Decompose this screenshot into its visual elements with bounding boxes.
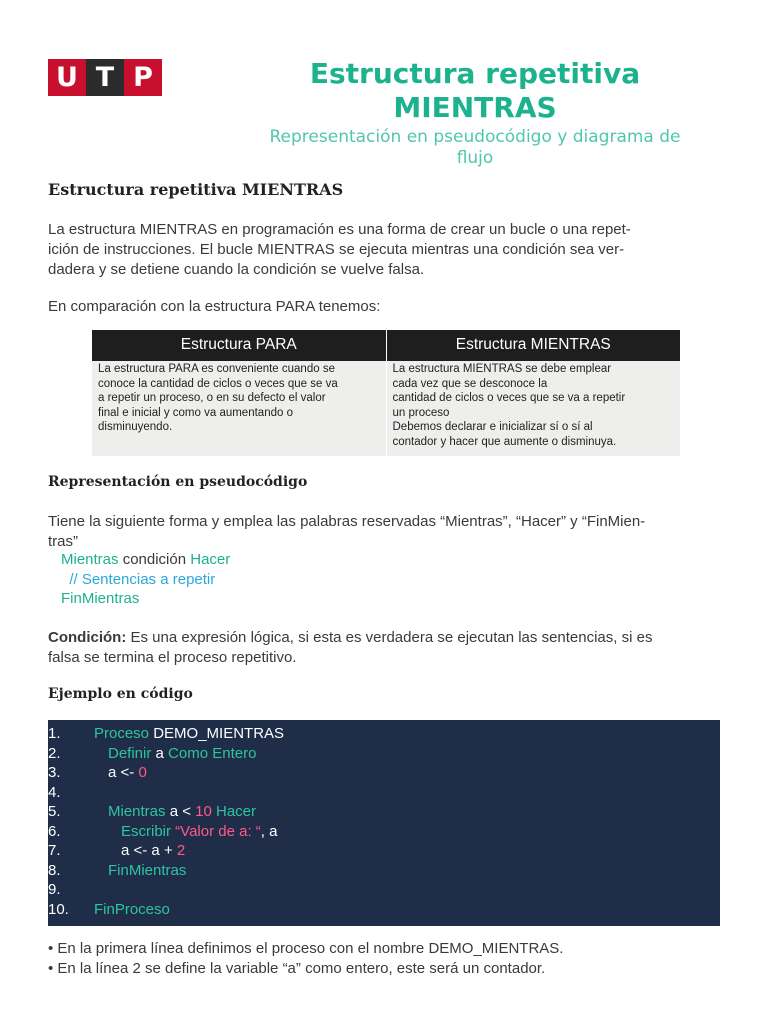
table-row [92,361,680,456]
cell-line: a repetir un proceso, o en su defecto el valor [98,392,326,404]
line-number: 3. [48,764,61,781]
list-item: • En la primera línea definimos el proceso con el nombre DEMO_MIENTRAS. [48,940,564,957]
line-number: 6. [48,823,61,840]
condition-definition [48,628,713,668]
keyword-mientras: Mientras [61,551,119,568]
cell-line: cada vez que se desconoce la [392,377,548,390]
intro-line-2: ición de instrucciones. El bucle MIENTRAS se ejecuta mientras una condición sea ver- [48,241,625,258]
code-number: 10 [195,803,212,820]
code-line-7 [48,841,720,861]
title-line-2: MIENTRAS [393,91,557,124]
code-line-1 [48,724,720,744]
pseudocode-intro [48,512,713,552]
code-text: a [151,745,169,762]
code-keyword: Como Entero [168,745,257,762]
subtitle-line-1: Representación en pseudocódigo y diagrama de [269,127,681,147]
code-keyword: Escribir [121,823,172,840]
code-text: , a [260,823,278,840]
condition-text: Es una expresión lógica, si esta es verdadera se ejecutan las sentencias, si es [126,629,653,646]
line-number: 7. [48,842,61,859]
code-line-6 [48,822,720,842]
table-header-mientras: Estructura MIENTRAS [386,330,680,361]
code-keyword: FinMientras [108,862,187,879]
code-line-8 [48,861,720,881]
logo-letter-p: P [124,59,162,96]
intro-line-3: dadera y se detiene cuando la condición se vuelve falsa. [48,261,425,278]
condition-line-1 [48,628,713,648]
page-subtitle [230,127,720,169]
code-line-10 [48,900,720,920]
code-number: 2 [176,842,186,859]
cell-line: disminuyendo. [98,421,173,433]
line-number: 4. [48,784,61,801]
keyword-hacer: Hacer [190,551,231,568]
code-keyword: Hacer [211,803,257,820]
code-text: a <- a + [121,842,177,859]
code-keyword: Definir [108,745,152,762]
pseudocode-condition: condición [118,551,191,568]
line-number: 8. [48,862,61,879]
table-header-row [92,330,680,361]
cell-line: un proceso [392,406,450,419]
utp-logo [48,59,162,96]
condition-line-2: falsa se termina el proceso repetitivo. [48,649,297,666]
pseudocode-intro-line-2: tras” [48,533,78,550]
code-text: DEMO_MIENTRAS [149,725,285,742]
code-block [48,720,720,926]
table-header-para: Estructura PARA [92,330,386,361]
cell-line: Debemos declarar e inicializar sí o sí al [392,421,593,433]
code-text: a < [165,803,196,820]
line-number: 10. [48,901,69,918]
code-line-2 [48,744,720,764]
line-number: 2. [48,745,61,762]
comparison-intro: En comparación con la estructura PARA tenemos: [48,298,381,315]
section-heading-mientras: Estructura repetitiva MIENTRAS [48,180,344,199]
table-cell-para [92,361,386,456]
section-heading-example: Ejemplo en código [48,686,193,702]
code-line-4 [48,783,720,803]
subtitle-line-2: flujo [456,148,494,168]
keyword-finmientras: FinMientras [61,590,140,607]
table-cell-mientras [386,361,680,456]
cell-line: La estructura PARA es conveniente cuando se [98,363,335,375]
page-title [230,57,720,125]
code-number: 0 [138,764,147,781]
code-keyword: FinProceso [94,901,170,918]
comparison-table [92,330,680,456]
code-line-5 [48,802,720,822]
intro-line-1: La estructura MIENTRAS en programación es una forma de crear un bucle o una repet- [48,221,631,238]
code-keyword: Mientras [108,803,166,820]
code-keyword: Proceso [94,725,150,742]
line-number: 1. [48,725,61,742]
pseudocode-intro-line-1: Tiene la siguiente forma y emplea las palabras reservadas “Mientras”, “Hacer” y “FinMien- [48,513,646,530]
cell-line: La estructura MIENTRAS se debe emplear [392,363,612,375]
cell-line: conoce la cantidad de ciclos o veces que se va [98,377,338,390]
document-header [230,57,720,169]
explanation-list [48,939,563,979]
code-line-3 [48,763,720,783]
title-line-1: Estructura repetitiva [309,57,641,90]
cell-line: contador y hacer que aumente o disminuya. [392,435,617,448]
section-heading-pseudocode: Representación en pseudocódigo [48,474,308,490]
logo-letter-u: U [48,59,86,96]
code-text: a <- [108,764,139,781]
logo-letter-t: T [86,59,124,96]
cell-line: cantidad de ciclos o veces que se va a repetir [392,392,626,404]
code-string: “Valor de a: “ [171,823,261,840]
pseudocode-comment: // Sentencias a repetir [61,570,216,588]
list-item: • En la línea 2 se define la variable “a” como entero, este será un contador. [48,960,546,977]
line-number: 5. [48,803,61,820]
code-line-9 [48,880,720,900]
line-number: 9. [48,881,61,898]
cell-line: final e inicial y como va aumentando o [98,406,293,419]
intro-paragraph [48,220,713,280]
pseudocode-block [61,550,230,609]
condition-label: Condición: [48,629,127,646]
pseudocode-line [61,550,230,570]
